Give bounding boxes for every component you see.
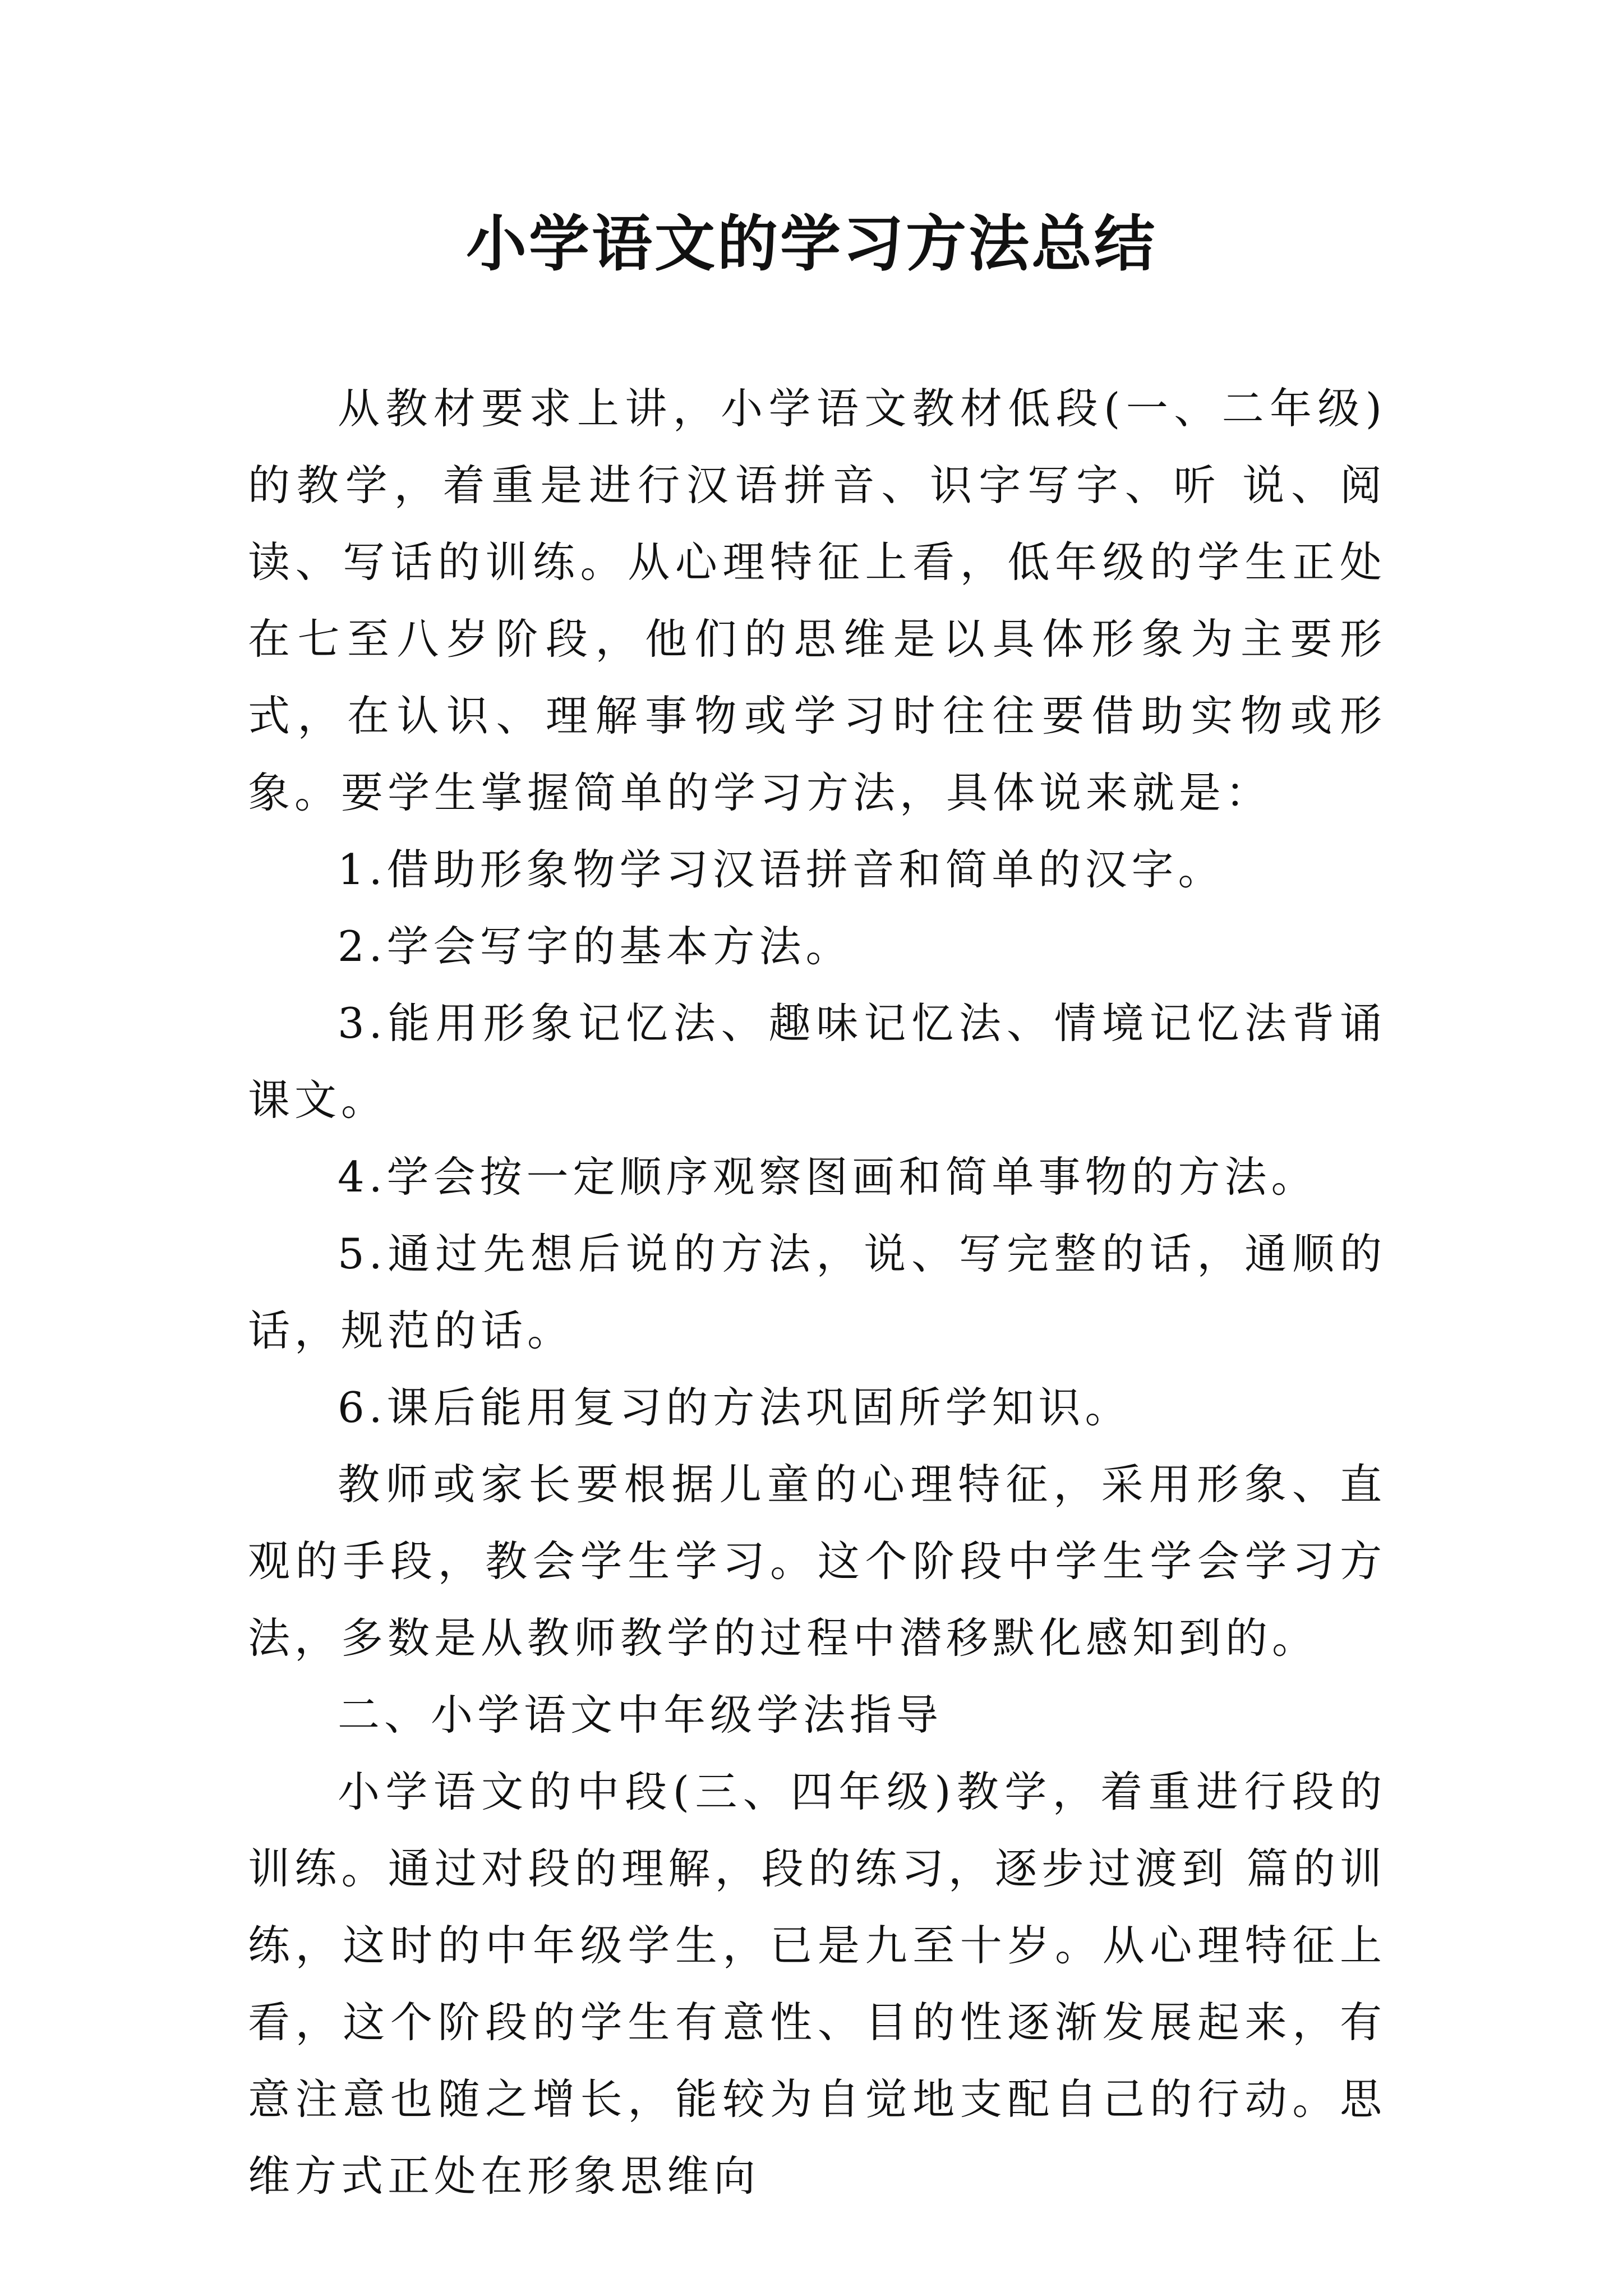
list-item-3: 3.能用形象记忆法、趣味记忆法、情境记忆法背诵课文。 (248, 999, 1386, 1125)
document-body (248, 370, 1386, 2215)
paragraph-intro: 从教材要求上讲，小学语文教材低段(一、二年级)的教学，着重是进行汉语拼音、识字写字、听 说、阅读、写话的训练。从心理特征上看，低年级的学生正处在七至八岁阶段，他们的思维是以具体形象为主要形式，在认识、理解事物或学习时往往要借助实物或形象。要学生掌握简单的学习方法，具体说来就是： (248, 384, 1386, 817)
section-heading-middle-grade: 二、小学语文中年级学法指导 (338, 1690, 943, 1740)
page-title: 小学语文的学习方法总结 (465, 209, 1157, 279)
list-item-6: 6.课后能用复习的方法巩固所学知识。 (338, 1383, 1132, 1432)
list-item-4: 4.学会按一定顺序观察图画和简单事物的方法。 (338, 1152, 1318, 1202)
list-item-5: 5.通过先想后说的方法，说、写完整的话，通顺的话，规范的话。 (248, 1229, 1386, 1355)
list-item-1: 1.借助形象物学习汉语拼音和简单的汉字。 (338, 845, 1225, 894)
paragraph-teacher-advice: 教师或家长要根据儿童的心理特征，采用形象、直观的手段，教会学生学习。这个阶段中学生学会学习方法，多数是从教师教学的过程中潜移默化感知到的。 (248, 1460, 1386, 1663)
paragraph-middle-grade: 小学语文的中段(三、四年级)教学，着重进行段的训练。通过对段的理解，段的练习，逐步过渡到 篇的训练，这时的中年级学生，已是九至十岁。从心理特征上看，这个阶段的学生有意性、目的性逐渐发展起来，有意注意也随之增长，能较为自觉地支配自己的行动。思维方式正处在形象思维向 (248, 1767, 1386, 2201)
list-item-2: 2.学会写字的基本方法。 (338, 922, 852, 971)
